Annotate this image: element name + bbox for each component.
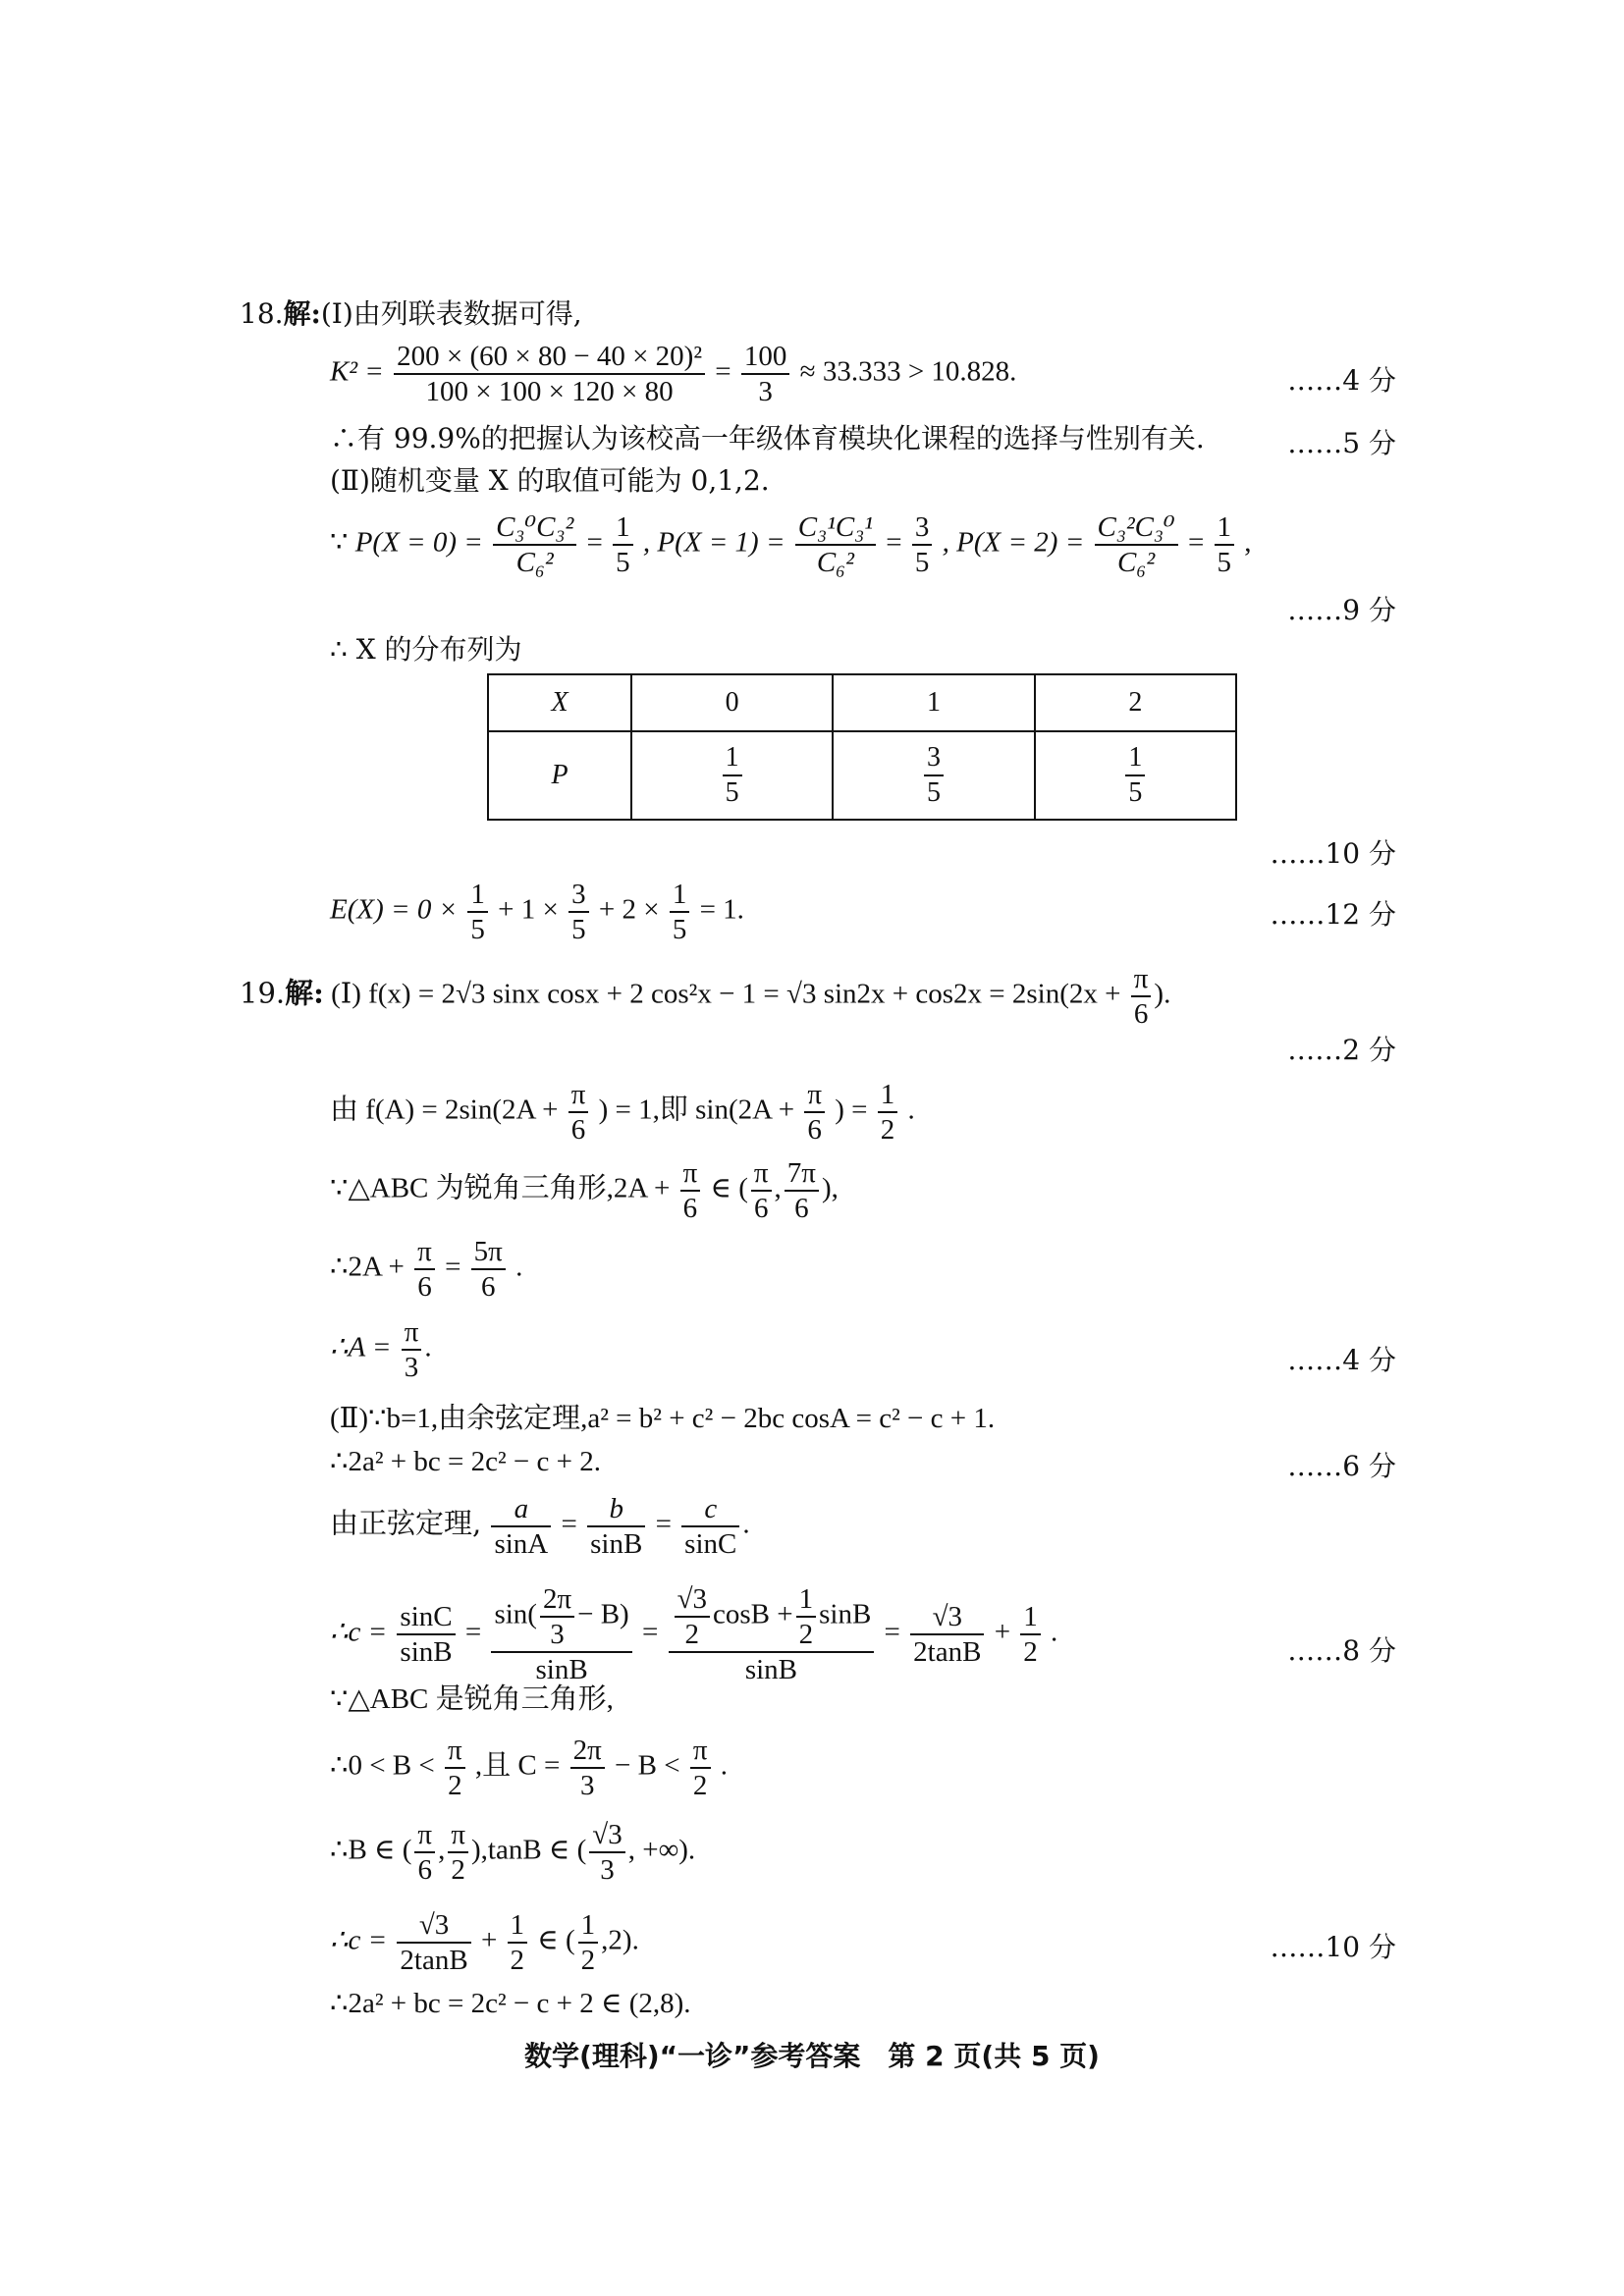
two-den: 2: [578, 1942, 599, 1977]
pi-over-6: [804, 1078, 825, 1147]
B-in-end: ),tanB ∈ (: [470, 1834, 587, 1866]
six-den: 6: [680, 1190, 701, 1225]
A-end: .: [424, 1331, 432, 1363]
acute1-end: ),: [821, 1172, 839, 1204]
distribution-table: [487, 673, 1237, 821]
half: [1020, 1600, 1041, 1669]
k2-mid-denominator: 3: [741, 373, 790, 408]
ex-frac-1: [467, 878, 488, 946]
tan-end: , +∞).: [627, 1834, 696, 1866]
prob-fraction: [924, 741, 944, 810]
pi-num: π: [404, 1316, 419, 1348]
sinB-den: sinB: [587, 1525, 645, 1561]
because-symbol: ∵: [330, 526, 349, 559]
ex-frac-2: [568, 878, 589, 946]
pi-over-6: [1131, 962, 1152, 1031]
period: .: [742, 1508, 750, 1540]
q18-part2-intro: (Ⅱ)随机变量 X 的取值可能为 0,1,2.: [330, 464, 770, 497]
q19-final: ∴2a² + bc = 2c² − c + 2 ∈ (2,8).: [330, 1988, 691, 2019]
q19-close: ).: [1154, 978, 1171, 1010]
q19-range-B: [330, 1734, 728, 1802]
q19-fA-line: [330, 1078, 915, 1147]
table-prob-row: [488, 731, 1236, 820]
pi-over-2: [690, 1734, 711, 1802]
three-den: 3: [402, 1349, 422, 1384]
eq: =: [561, 1508, 577, 1540]
root3-over-2: [675, 1582, 710, 1651]
q19-score-4: ……4 分: [1287, 1344, 1396, 1376]
pi-over-6: [751, 1156, 772, 1225]
two-den: 2: [1020, 1633, 1041, 1669]
q19-A-line: [330, 1315, 432, 1384]
c-range-lhs: ∴c =: [330, 1924, 388, 1956]
two-tanB-den: 2tanB: [910, 1633, 984, 1669]
p1-lhs: , P(X = 1) =: [642, 526, 785, 559]
ex-plus1: + 1 ×: [498, 893, 559, 926]
q19-c-expression: [330, 1582, 1057, 1686]
q18-label: 解:: [283, 297, 321, 330]
half-den: 2: [878, 1111, 898, 1147]
p1-fraction: [795, 510, 876, 579]
k2-numerator: 200 × (60 × 80 − 40 × 20)²: [397, 341, 703, 372]
pi-num: π: [570, 1079, 586, 1110]
table-cell: [833, 731, 1034, 820]
prob-num: 1: [1128, 742, 1143, 773]
k2-tail: ≈ 33.333 > 10.828.: [799, 355, 1017, 388]
ex-frac-2-num: 3: [571, 879, 586, 910]
sine-rule-text: 由正弦定理,: [330, 1506, 482, 1540]
sin-diff-fraction: [491, 1582, 631, 1686]
eq: =: [464, 1616, 482, 1648]
table-cell: 2: [1035, 674, 1236, 731]
q18-part1-intro: (Ⅰ)由列联表数据可得,: [320, 297, 582, 330]
ex-lhs: E(X) = 0 ×: [330, 893, 459, 926]
b-over-sinB: [587, 1492, 645, 1561]
q19-part2-line: (Ⅱ)∵b=1,由余弦定理,a² = b² + c² − 2bc cosA = c² − c + 1.: [330, 1403, 996, 1434]
p2-lhs: , P(X = 2) =: [942, 526, 1085, 559]
root3-num: √3: [677, 1583, 707, 1615]
one-num: 1: [510, 1909, 525, 1941]
ex-frac-3-num: 1: [672, 879, 687, 910]
p2-eq: =: [1187, 526, 1205, 559]
sinB-word: sinB: [819, 1598, 872, 1630]
pi-num: π: [451, 1819, 465, 1850]
root3-num: √3: [932, 1601, 962, 1632]
sin-diff-num: [491, 1582, 631, 1651]
k2-eq: =: [715, 355, 731, 388]
p1-eq: =: [886, 526, 902, 559]
minus-B: − B): [577, 1598, 629, 1630]
p0-value: [613, 510, 633, 579]
two-pi-num: 2π: [542, 1583, 572, 1615]
table-cell: [631, 731, 833, 820]
six-den: 6: [471, 1268, 506, 1304]
p2-fraction: [1095, 510, 1178, 579]
sinC-over-sinB: [397, 1600, 455, 1669]
q19-score-8: ……8 分: [1287, 1634, 1396, 1667]
p1-value: [912, 510, 933, 579]
sinB-den: sinB: [491, 1651, 631, 1686]
k2-mid-fraction: [741, 340, 790, 408]
prob-num: 3: [926, 742, 941, 773]
pi-num: π: [417, 1819, 433, 1850]
two-tanB-den: 2tanB: [397, 1942, 470, 1977]
fa-end: .: [907, 1094, 915, 1126]
pi-num: π: [1133, 963, 1149, 994]
six-den: 6: [804, 1111, 825, 1147]
q18-score-12: ……12 分: [1270, 898, 1396, 931]
six-den: 6: [568, 1111, 589, 1147]
ex-frac-3-den: 5: [670, 911, 690, 946]
two-den: 2: [508, 1942, 528, 1977]
pi-over-6: [414, 1818, 435, 1887]
p2-value: [1215, 510, 1235, 579]
q18-score-5: ……5 分: [1287, 427, 1396, 459]
q19-label: 解:: [285, 976, 324, 1010]
acute1-text: ∵△ABC 为锐角三角形,2A +: [330, 1172, 671, 1204]
pi-num: π: [692, 1735, 708, 1766]
pi-num: π: [417, 1236, 432, 1267]
p1-value-num: 3: [914, 511, 930, 543]
twoA-eq: =: [445, 1251, 461, 1283]
two-den: 2: [448, 1851, 468, 1887]
pi-over-6: [568, 1078, 589, 1147]
q18-dist-intro: ∴ X 的分布列为: [330, 633, 522, 666]
two-pi-num: 2π: [572, 1735, 602, 1766]
sinB-den: sinB: [397, 1633, 455, 1669]
prob-den: 5: [924, 774, 944, 810]
fa-text3: ) =: [835, 1094, 868, 1126]
pi-over-6: [414, 1235, 435, 1304]
root3-over-2tanB: [910, 1600, 984, 1669]
q18-k2-formula: [330, 340, 1016, 408]
six-den: 6: [414, 1268, 435, 1304]
root3-over-2tanB: [397, 1908, 470, 1977]
table-cell: P: [488, 731, 631, 820]
prob-num: 1: [725, 742, 739, 773]
q19-acute-line-1: [330, 1156, 839, 1225]
c-num: c: [704, 1493, 718, 1524]
two-den: 2: [796, 1616, 817, 1651]
eq: =: [655, 1508, 672, 1540]
q19-score-10: ……10 分: [1270, 1931, 1396, 1963]
c-over-sinC: [681, 1492, 739, 1561]
q18-heading: [240, 297, 582, 331]
fa-text2: ) = 1,即 sin(2A +: [598, 1094, 795, 1126]
sin-open: sin(: [494, 1598, 537, 1630]
B-in: ∴B ∈ (: [330, 1834, 412, 1866]
period: .: [720, 1749, 728, 1782]
ex-frac-1-num: 1: [470, 879, 485, 910]
p0-eq: =: [586, 526, 603, 559]
comma: ,: [438, 1834, 446, 1866]
pi-num: π: [682, 1157, 698, 1189]
p-comma: ,: [1244, 526, 1252, 559]
pi-over-6: [680, 1156, 701, 1225]
root3-num: √3: [418, 1909, 450, 1941]
one-num: 1: [580, 1909, 596, 1941]
plus: +: [480, 1924, 498, 1956]
seven-pi-num: 7π: [786, 1157, 816, 1189]
ex-frac-3: [670, 878, 690, 946]
table-header-row: [488, 674, 1236, 731]
expanded-num: [669, 1582, 875, 1651]
twoA-text: ∴2A +: [330, 1251, 405, 1283]
table-cell: X: [488, 674, 631, 731]
twoA-end: .: [515, 1251, 523, 1283]
p1-value-den: 5: [912, 544, 933, 579]
table-cell: 0: [631, 674, 833, 731]
sinA-den: sinA: [491, 1525, 551, 1561]
expanded-fraction: [669, 1582, 875, 1686]
ex-plus2: + 2 ×: [598, 893, 660, 926]
prob-fraction: [1125, 741, 1145, 810]
one-num: 1: [798, 1583, 814, 1615]
q18-number: 18.: [240, 297, 284, 330]
q19-B-interval: [330, 1818, 695, 1887]
q19-sine-rule: [330, 1492, 750, 1561]
k2-mid-numerator: 100: [743, 341, 787, 372]
eq: =: [884, 1616, 900, 1648]
q19-number: 19.: [240, 976, 286, 1010]
p2-numerator: C₃²C₃⁰: [1097, 511, 1175, 543]
q19-c-range: [330, 1908, 639, 1977]
page-footer: 数学(理科)“一诊”参考答案 第 2 页(共 5 页): [524, 2040, 1100, 2072]
three-den: 3: [540, 1616, 574, 1651]
a-over-sinA: [491, 1492, 551, 1561]
half-fraction: [878, 1078, 898, 1147]
q19-part1-expr: (Ⅰ) f(x) = 2√3 sinx cosx + 2 cos²x − 1 = √3 sin2x + cos2x = 2sin(2x +: [331, 978, 1121, 1010]
ex-end: = 1.: [699, 893, 744, 926]
q18-score-4: ……4 分: [1287, 364, 1396, 397]
in-open: ∈ (: [710, 1172, 748, 1204]
ex-frac-2-den: 5: [568, 911, 589, 946]
c-lhs: ∴c =: [330, 1616, 388, 1648]
half: [796, 1582, 817, 1651]
q18-probabilities: [330, 510, 1252, 579]
five-pi-over-6: [471, 1235, 506, 1304]
sinC-den: sinC: [681, 1525, 739, 1561]
pi-num: π: [807, 1079, 822, 1110]
p0-numerator: C₃⁰C₃²: [496, 511, 574, 543]
pi-over-2: [445, 1734, 465, 1802]
pi-num: π: [448, 1735, 462, 1766]
prob-fraction: [723, 741, 742, 810]
b-num: b: [609, 1493, 623, 1524]
sinC-num: sinC: [400, 1601, 453, 1632]
half-num: 1: [880, 1079, 895, 1110]
table-cell: 1: [833, 674, 1034, 731]
three-den: 3: [570, 1767, 605, 1802]
six-den: 6: [785, 1190, 819, 1225]
q19-acute-line-2: ∵△ABC 是锐角三角形,: [330, 1683, 614, 1715]
two-den: 2: [445, 1767, 465, 1802]
eq: =: [641, 1616, 659, 1648]
q18-expectation: [330, 878, 744, 946]
a-num: a: [514, 1493, 529, 1524]
cosB: cosB +: [713, 1598, 793, 1630]
q19-score-2: ……2 分: [1287, 1034, 1396, 1066]
root3-num: √3: [592, 1819, 623, 1850]
q19-score-6: ……6 分: [1287, 1450, 1396, 1482]
p0-fraction: [493, 510, 576, 579]
c-range-end: ,2).: [601, 1924, 639, 1956]
pi-over-2: [448, 1818, 468, 1887]
p0-value-den: 5: [613, 544, 633, 579]
plus: +: [994, 1616, 1011, 1648]
q19-2A-line: [330, 1235, 522, 1304]
pi-over-3: [402, 1315, 422, 1384]
two-pi-over-3: [570, 1734, 605, 1802]
seven-pi-over-6: [785, 1156, 819, 1225]
one-num: 1: [1023, 1601, 1038, 1632]
p0-value-num: 1: [616, 511, 630, 543]
table-cell: [1035, 731, 1236, 820]
ex-frac-1-den: 5: [467, 911, 488, 946]
k2-lhs: K² =: [330, 355, 384, 388]
k2-denominator: 100 × 100 × 120 × 80: [394, 373, 705, 408]
p2-value-den: 5: [1215, 544, 1235, 579]
six-den: 6: [414, 1851, 435, 1887]
period: .: [1051, 1616, 1058, 1648]
range-B-mid: ,且 C =: [474, 1749, 561, 1782]
half: [508, 1908, 528, 1977]
fa-text1: 由 f(A) = 2sin(2A +: [330, 1094, 559, 1126]
range-B-minus: − B <: [615, 1749, 680, 1782]
q18-score-9: ……9 分: [1287, 594, 1396, 626]
p1-numerator: C₃¹C₃¹: [797, 511, 874, 543]
acute1-comma: ,: [774, 1172, 782, 1204]
c-in: ∈ (: [537, 1924, 575, 1956]
q19-2a2-line: ∴2a² + bc = 2c² − c + 2.: [330, 1446, 601, 1477]
root3-over-3: [589, 1818, 624, 1887]
five-pi-num: 5π: [473, 1236, 503, 1267]
six-den: 6: [1131, 995, 1152, 1031]
p0-lhs: P(X = 0) =: [354, 526, 483, 559]
half: [578, 1908, 599, 1977]
p1-denominator: C₆²: [795, 544, 876, 579]
A-text: ∴A =: [330, 1331, 392, 1363]
three-den: 3: [589, 1851, 624, 1887]
prob-den: 5: [1125, 774, 1145, 810]
range-B-lhs: ∴0 < B <: [330, 1749, 435, 1782]
q18-score-10: ……10 分: [1270, 837, 1396, 870]
two-pi-over-3: [540, 1582, 574, 1651]
p2-denominator: C₆²: [1095, 544, 1178, 579]
sinB-den: sinB: [669, 1651, 875, 1686]
p2-value-num: 1: [1217, 511, 1232, 543]
p0-denominator: C₆²: [493, 544, 576, 579]
prob-den: 5: [723, 774, 742, 810]
q18-conclusion: ∴有 99.9%的把握认为该校高一年级体育模块化课程的选择与性别有关.: [330, 422, 1205, 454]
pi-num: π: [753, 1157, 769, 1189]
six-den: 6: [751, 1190, 772, 1225]
k2-fraction: [394, 340, 705, 408]
two-den: 2: [690, 1767, 711, 1802]
two-den: 2: [675, 1616, 710, 1651]
q19-heading: [240, 962, 1170, 1031]
